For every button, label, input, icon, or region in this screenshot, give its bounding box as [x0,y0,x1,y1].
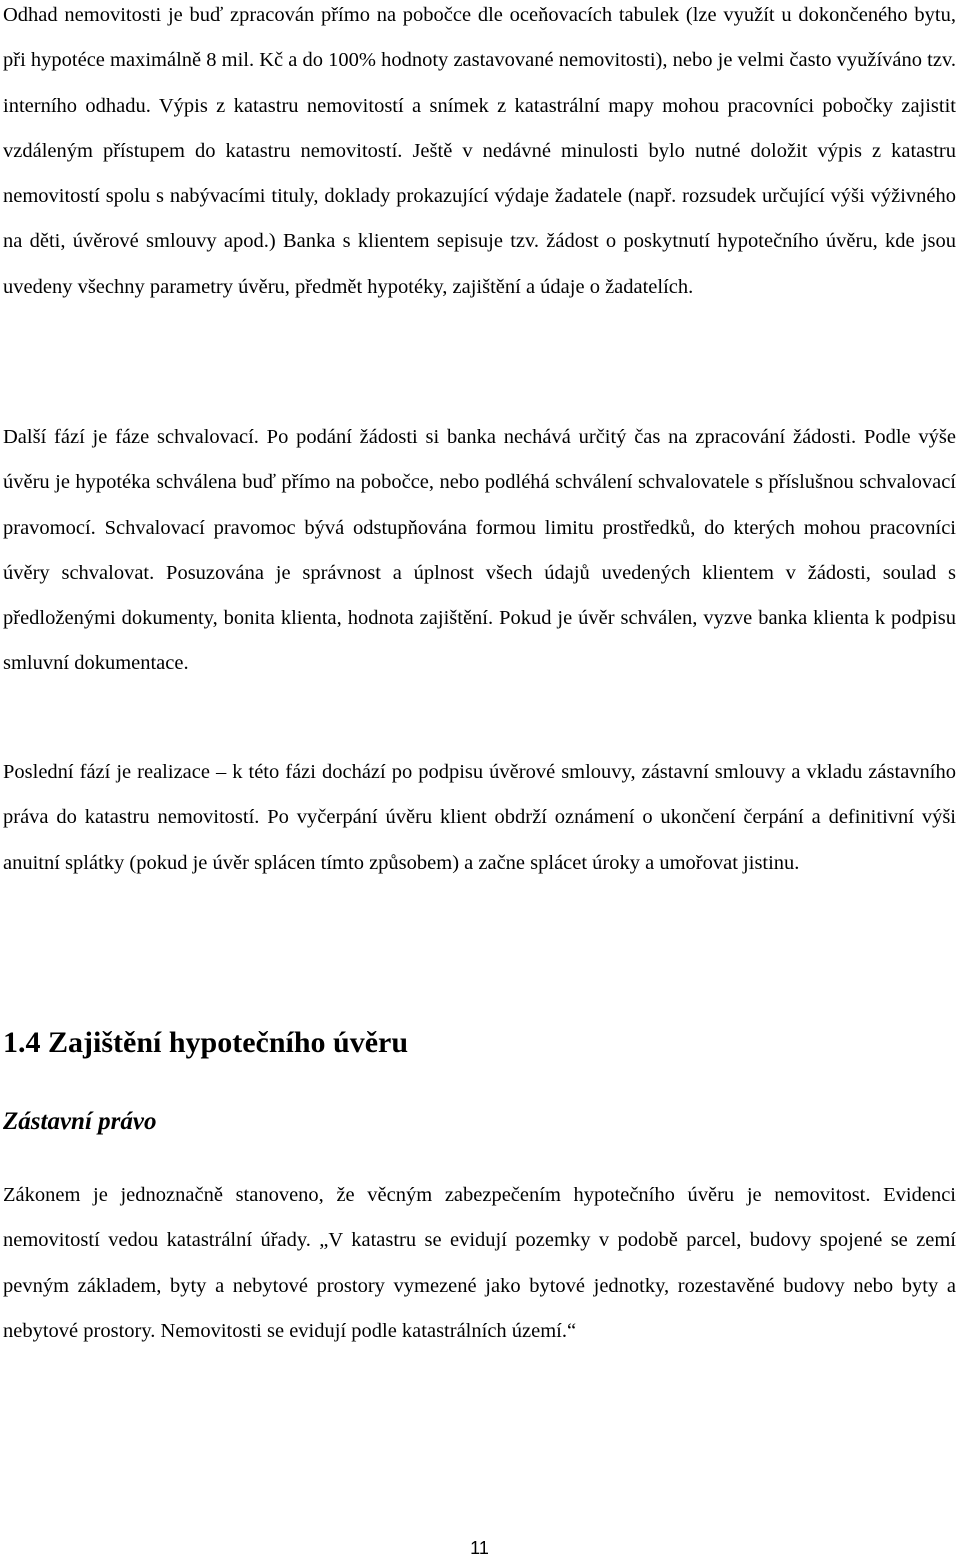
paragraph-realization-phase: Poslední fází je realizace – k této fázi dochází po podpisu úvěrové smlouvy, zástavní smlouvy a vkladu zástavního práva do katastru nemovitostí. Po vyčerpání úvěru klient obdrží oznámení o ukončení čerpání a definitivní výši anuitní splátky (pokud je úvěr splácen tímto způsobem) a začne splácet úroky a umořovat jistinu. [3,761,956,874]
section-subheading: Zástavní právo [3,1108,157,1135]
paragraph-lien: Zákonem je jednoznačně stanoveno, že věcným zabezpečením hypotečního úvěru je nemovitost. Evidenci nemovitostí vedou katastrální úřady. „V katastru se evidují pozemky v podobě parcel, budovy spojené se zemí pevným základem, byty a nebytové prostory vymezené jako bytové jednotky, rozestavěné budovy nebo byty a nebytové prostory. Nemovitosti se evidují podle katastrálních území.“ [3,1184,956,1342]
paragraph-appraisal: Odhad nemovitosti je buď zpracován přímo na pobočce dle oceňovacích tabulek (lze využít u dokončeného bytu, při hypotéce maximálně 8 mil. Kč a do 100% hodnoty zastavované nemovitosti), nebo je velmi často využíváno tzv. interního odhadu. Výpis z katastru nemovitostí a snímek z katastrální mapy mohou pracovníci pobočky zajistit vzdáleným přístupem do katastru nemovitostí. Ještě v nedávné minulosti bylo nutné doložit výpis z katastru nemovitostí spolu s nabývacími tituly, doklady prokazující výdaje žadatele (např. rozsudek určující výši výživného na děti, úvěrové smlouvy apod.) Banka s klientem sepisuje tzv. žádost o poskytnutí hypotečního úvěru, kde jsou uvedeny všechny parametry úvěru, předmět hypotéky, zajištění a údaje o žadatelích. [3,4,956,298]
page-number: 11 [470,1538,489,1558]
paragraph-approval-phase: Další fází je fáze schvalovací. Po podání žádosti si banka nechává určitý čas na zpracování žádosti. Podle výše úvěru je hypotéka schválena buď přímo na pobočce, nebo podléhá schválení schvalovatele s příslušnou schvalovací pravomocí. Schvalovací pravomoc bývá odstupňována formou limitu prostředků, do kterých mohou pracovníci úvěry schvalovat. Posuzována je správnost a úplnost všech údajů uvedených klientem v žádosti, soulad s předloženými dokumenty, bonita klienta, hodnota zajištění. Pokud je úvěr schválen, vyzve banka klienta k podpisu smluvní dokumentace. [3,426,956,675]
section-heading: 1.4 Zajištění hypotečního úvěru [3,1026,409,1059]
